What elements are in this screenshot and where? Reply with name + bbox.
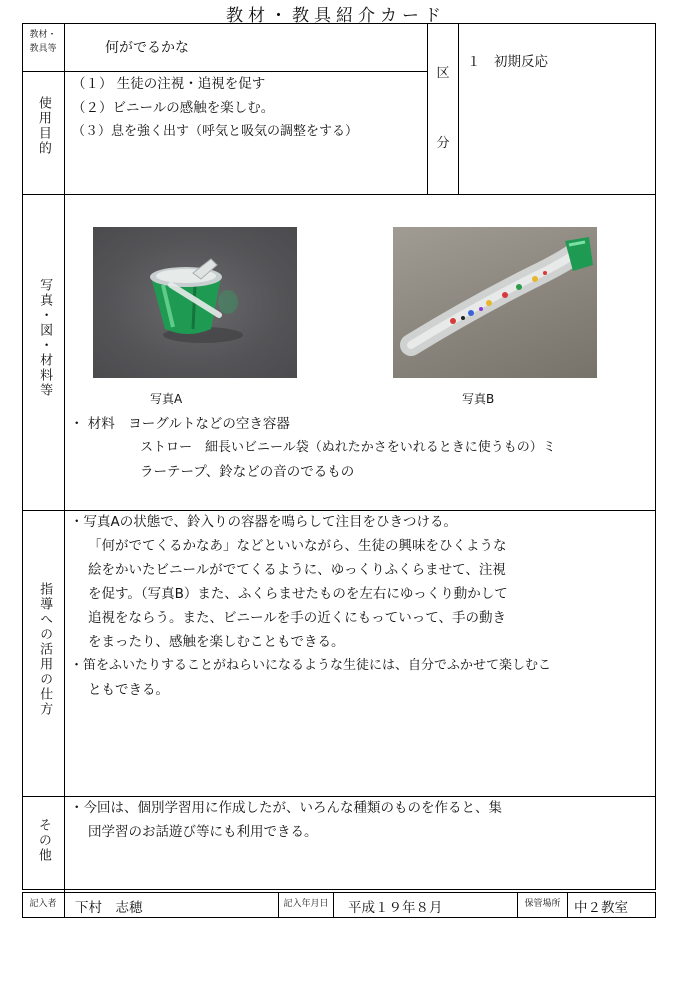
usage-line-8: ともできる。 [88,682,169,698]
date-label: 記入年月日 [283,899,329,909]
date-label-cell [279,892,334,918]
material-label-cell [22,23,65,72]
purpose-label-cell [22,72,65,194]
category-value-cell [459,23,656,194]
photo-b [393,227,597,378]
other-text [70,796,654,892]
material-label: 教材・教具等 [29,30,57,54]
date-cell [334,892,518,918]
usage-line-5: 追視をならう。また、ビニールを手の近くにもっていって、手の動き [88,610,506,626]
author-label-cell [22,892,65,918]
purpose-item-3: （３）息を強く出す（呼気と吸気の調整をする） [72,124,359,139]
usage-line-1: ・写真Aの状態で、鈴入りの容器を鳴らして注目をひきつける。 [70,514,457,530]
materials-line-1: ・ 材料 ヨーグルトなどの空き容器 [70,416,290,432]
author-name: 下村 志穂 [75,900,143,916]
category-label-top: 区 [436,66,450,81]
category-label-bottom: 分 [436,136,450,151]
usage-line-4: を促す。（写真B）また、ふくらませたものを左右にゆっくり動かして [88,586,508,602]
usage-line-7: ・笛をふいたりすることがねらいになるような生徒には、自分でふかせて楽しむこ [70,658,552,673]
storage-label-cell [518,892,568,918]
storage-cell [568,892,656,918]
material-name: 何がでるかな [105,40,189,56]
materials-line-2: ストロー 細長いビニール袋（ぬれたかさをいれるときに使うもの）ミ [140,440,556,455]
usage-line-6: をまったり、感触を楽しむこともできる。 [88,634,345,650]
purpose-list [72,72,424,194]
other-line-1: ・今回は、個別学習用に作成したが、いろんな種類のものを作ると、集 [70,800,502,816]
purpose-item-1: （１） 生徒の注視・追視を促す [72,76,266,92]
material-name-cell [65,23,427,72]
page-title: 教材・教具紹介カード [226,6,446,26]
balloon-illustration-b [393,227,597,378]
other-line-2: 団学習のお話遊び等にも利用できる。 [88,824,318,840]
purpose-item-2: （２）ビニールの感触を楽しむ。 [72,100,275,116]
usage-label: 指導への活用の仕方 [37,582,53,717]
row-divider-1 [22,194,656,195]
category-value: １ 初期反応 [467,54,548,70]
photo-label: 写真・図・材料等 [37,278,53,398]
materials-line-3: ラーテープ、鈴などの音のでるもの [140,464,355,480]
usage-text [70,510,654,796]
storage-label: 保管場所 [524,899,561,909]
storage-value: 中２教室 [574,900,628,916]
usage-label-cell [22,510,65,796]
category-label-cell [427,23,459,194]
cup-illustration-a [93,227,297,378]
photo-a [93,227,297,378]
photo-b-caption: 写真B [462,392,495,406]
author-cell [65,892,279,918]
photo-a-caption: 写真A [150,392,183,406]
purpose-label: 使用目的 [35,96,51,156]
other-label-cell [22,796,65,892]
usage-line-2: 「何がでてくるかなあ」などといいながら、生徒の興味をひくような [88,538,507,554]
usage-line-3: 絵をかいたビニールがでてくるように、ゆっくりふくらませて、注視 [88,562,506,578]
date-value: 平成１９年８月 [348,900,443,916]
photo-label-cell [22,194,65,510]
other-label: その他 [35,818,51,863]
author-label: 記入者 [29,899,57,909]
